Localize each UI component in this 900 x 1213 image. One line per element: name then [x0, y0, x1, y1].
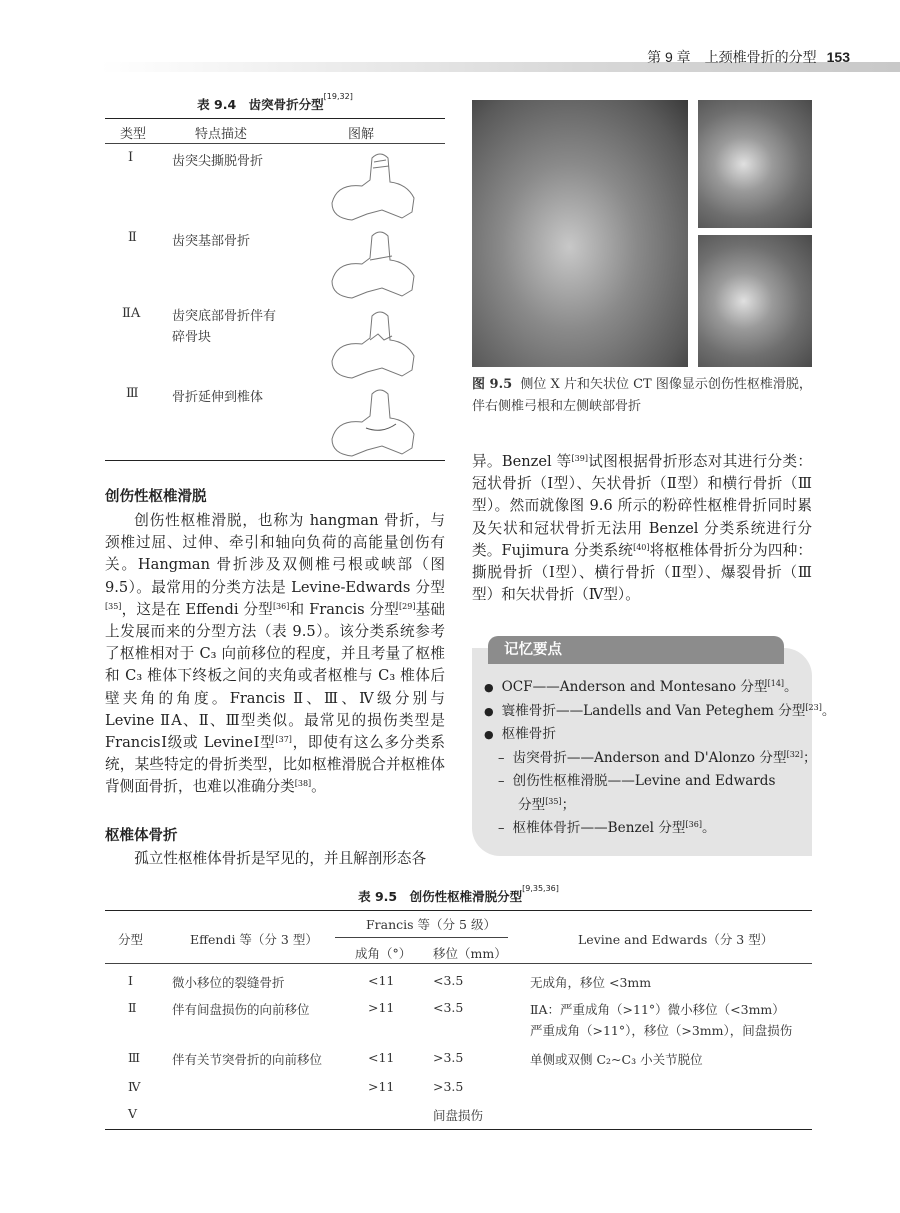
list-item — [484, 676, 802, 700]
col-header-angle: 成角（°） — [355, 946, 412, 961]
row-type: Ⅰ — [128, 150, 134, 165]
type-3-diagram — [332, 390, 414, 456]
cell-effendi: 伴有间盘损伤的向前移位 — [172, 1002, 310, 1017]
key-points-title: 记忆要点 — [488, 636, 784, 664]
table-9-4-title — [105, 92, 445, 113]
item-text: 。 — [784, 679, 798, 695]
table-header-rule — [105, 963, 812, 964]
citation-ref: [32] — [786, 749, 804, 759]
item-text: 齿突骨折——Anderson and D'Alonzo 分型 — [512, 749, 787, 766]
cell-levine2: 严重成角（>11°），移位（>3mm），间盘损伤 — [530, 1023, 793, 1038]
col-header-effendi: Effendi 等（分 3 型） — [190, 932, 318, 947]
lateral-xray-image — [472, 100, 688, 367]
cell-angle: <11 — [368, 1050, 395, 1065]
cell-angle: >11 — [368, 1079, 395, 1094]
cell-angle: <11 — [368, 973, 395, 988]
text-segment: 将枢椎体骨折分为四种：撕脱骨折（Ⅰ型）、横行骨折（Ⅱ型）、爆裂骨折（Ⅲ型）和矢状骨折（Ⅳ型）。 — [472, 541, 812, 604]
cell-disp: 间盘损伤 — [433, 1108, 484, 1123]
citation-ref: [35] — [105, 601, 122, 611]
text-segment: 试图根据骨折形态对其进行分类：冠状骨折（Ⅰ型）、矢状骨折（Ⅱ型）和横行骨折（Ⅲ型）。然而就像图 9.6 所示的粉碎性枢椎骨折同时累及矢状和冠状骨折无法用 Benzel 分类系统进行分类。Fujimura 分类系统 — [472, 453, 812, 559]
cell-effendi: 伴有关节突骨折的向前移位 — [172, 1052, 323, 1067]
cell-type: Ⅴ — [128, 1106, 138, 1121]
dash-icon: – — [498, 820, 505, 836]
chapter-title: 第 9 章 上颈椎骨折的分型 — [647, 49, 817, 65]
table-title-ref: [9,35,36] — [522, 884, 559, 893]
col-header-figure: 图解 — [348, 127, 375, 142]
figure-caption-text: 侧位 X 片和矢状位 CT 图像显示创伤性枢椎滑脱，伴右侧椎弓根和左侧峡部骨折 — [472, 377, 812, 414]
dash-icon: – — [498, 774, 505, 790]
item-text: 寰椎骨折——Landells and Van Peteghem 分型 — [501, 702, 806, 719]
paragraph-text — [472, 451, 812, 606]
citation-ref: [38] — [294, 779, 312, 789]
citation-ref: [35] — [545, 796, 562, 806]
table-top-rule — [105, 910, 812, 911]
cell-angle: >11 — [368, 1000, 395, 1015]
text-segment: ，这是在 Effendi 分型 — [121, 600, 273, 618]
cell-disp: <3.5 — [433, 1000, 464, 1015]
table-title-ref: [19,32] — [323, 92, 353, 101]
citation-ref: [36] — [685, 819, 702, 829]
axis-body-paragraph — [105, 848, 445, 870]
col-header-levine: Levine and Edwards（分 3 型） — [578, 932, 774, 947]
citation-ref: [39] — [571, 454, 588, 463]
citation-ref: [14] — [767, 679, 785, 688]
text-segment: 。 — [311, 778, 326, 796]
col-header-type: 类型 — [120, 127, 147, 142]
cell-levine: 单侧或双侧 C₂~C₃ 小关节脱位 — [530, 1052, 703, 1067]
type-2a-diagram — [332, 312, 414, 378]
sagittal-ct-image-bottom — [698, 235, 812, 367]
cell-type: Ⅱ — [128, 1000, 137, 1015]
table-header-rule — [105, 143, 445, 144]
list-item — [484, 700, 836, 724]
page-number: 153 — [826, 49, 850, 65]
item-text: 。 — [821, 702, 836, 719]
bullet-icon: ● — [484, 728, 494, 742]
section-heading-hangman: 创伤性枢椎滑脱 — [105, 489, 207, 505]
table-bottom-rule — [105, 1129, 812, 1130]
item-text: 分型 — [518, 796, 546, 813]
row-type: Ⅱ — [128, 230, 137, 245]
list-item — [484, 747, 817, 771]
cell-type: Ⅰ — [128, 973, 133, 988]
text-segment: 创伤性枢椎滑脱，也称为 hangman 骨折，与颈椎过屈、过伸、牵引和轴向负荷的高能量创伤有关。Hangman 骨折涉及双侧椎弓根或峡部（图 9.5）。最常用的分类方法是 Levine-Edwards 分型 — [105, 512, 445, 596]
text-segment: 基础上发展而来的分型方法（表 9.5）。该分类系统参考了枢椎相对于 C₃ 向前移位的程度，并且考量了枢椎和 C₃ 椎体下终板之间的夹角或者枢椎与 C₃ 椎体后壁夹角的角度。Francis Ⅱ、Ⅲ、Ⅳ级分别与 Levine ⅡA、Ⅱ、Ⅲ型类似。最常见的损伤类型是 FrancisⅠ级或 LevineⅠ型 — [105, 600, 445, 752]
cell-levine: ⅡA：严重成角（>11°）微小移位（<3mm） — [530, 1002, 785, 1017]
hangman-paragraph — [105, 510, 445, 799]
benzel-paragraph — [472, 451, 812, 606]
citation-ref: [40] — [633, 542, 650, 552]
table-9-5-title — [105, 884, 812, 905]
table-top-rule — [105, 118, 445, 119]
cell-effendi: 微小移位的裂缝骨折 — [172, 975, 285, 990]
table-title-text: 表 9.5 创伤性枢椎滑脱分型 — [358, 889, 523, 904]
odontoid-fracture-diagrams — [312, 148, 422, 458]
francis-subheader-rule — [335, 937, 508, 938]
dash-icon: – — [498, 750, 505, 766]
citation-ref: [37] — [275, 735, 292, 745]
figure-caption — [472, 374, 812, 418]
list-item — [484, 770, 802, 794]
row-type: ⅡA — [122, 306, 141, 321]
text-segment: ，即使有这么多分类系统，某些特定的骨折类型，比如枢椎滑脱合并枢椎体背侧面骨折，也难以准确分类 — [105, 734, 445, 796]
item-text: 枢椎体骨折——Benzel 分型 — [512, 819, 686, 836]
cell-disp: >3.5 — [433, 1079, 464, 1094]
figure-label: 图 9.5 — [472, 377, 513, 392]
list-item — [484, 817, 802, 841]
row-desc: 齿突底部骨折伴有碎骨块 — [172, 309, 277, 345]
col-header-type: 分型 — [118, 932, 144, 947]
text-segment: 和 Francis 分型 — [289, 600, 400, 618]
section-heading-axis-body: 枢椎体骨折 — [105, 828, 178, 844]
bullet-icon: ● — [484, 704, 494, 718]
item-text: 枢椎骨折 — [501, 726, 556, 743]
type-1-diagram — [332, 154, 414, 220]
bullet-icon: ● — [484, 681, 494, 694]
item-text: 。 — [701, 819, 716, 836]
row-desc: 骨折延伸到椎体 — [172, 390, 264, 405]
col-header-francis: Francis 等（分 5 级） — [366, 917, 496, 932]
cell-disp: >3.5 — [433, 1050, 464, 1065]
col-header-displacement: 移位（mm） — [433, 946, 507, 961]
list-item — [484, 794, 802, 817]
citation-ref: [29] — [399, 601, 416, 611]
row-desc: 齿突基部骨折 — [172, 234, 251, 249]
paragraph-text — [105, 510, 445, 799]
row-type: Ⅲ — [126, 386, 139, 401]
item-text: 创伤性枢椎滑脱——Levine and Edwards — [512, 773, 776, 790]
paragraph-text: 孤立性枢椎体骨折是罕见的，并且解剖形态各 — [134, 850, 427, 867]
item-text: ； — [561, 796, 576, 813]
row-desc: 齿突尖撕脱骨折 — [172, 154, 264, 169]
type-2-diagram — [332, 232, 414, 298]
citation-ref: [23] — [805, 702, 822, 712]
table-bottom-rule — [105, 460, 445, 461]
item-text: ； — [803, 749, 817, 766]
col-header-desc: 特点描述 — [195, 127, 248, 142]
text-segment: 异。Benzel 等 — [472, 453, 572, 470]
cell-type: Ⅳ — [128, 1079, 141, 1094]
cell-levine: 无成角，移位 <3mm — [530, 975, 652, 990]
cell-disp: <3.5 — [433, 973, 464, 988]
citation-ref: [36] — [272, 601, 290, 611]
cell-type: Ⅲ — [128, 1050, 141, 1065]
sagittal-ct-image-top — [698, 100, 812, 228]
key-points-list — [484, 676, 836, 840]
list-item — [484, 723, 802, 747]
table-title-text: 表 9.4 齿突骨折分型 — [197, 97, 324, 112]
running-header — [647, 47, 850, 67]
item-text: OCF——Anderson and Montesano 分型 — [501, 679, 768, 695]
